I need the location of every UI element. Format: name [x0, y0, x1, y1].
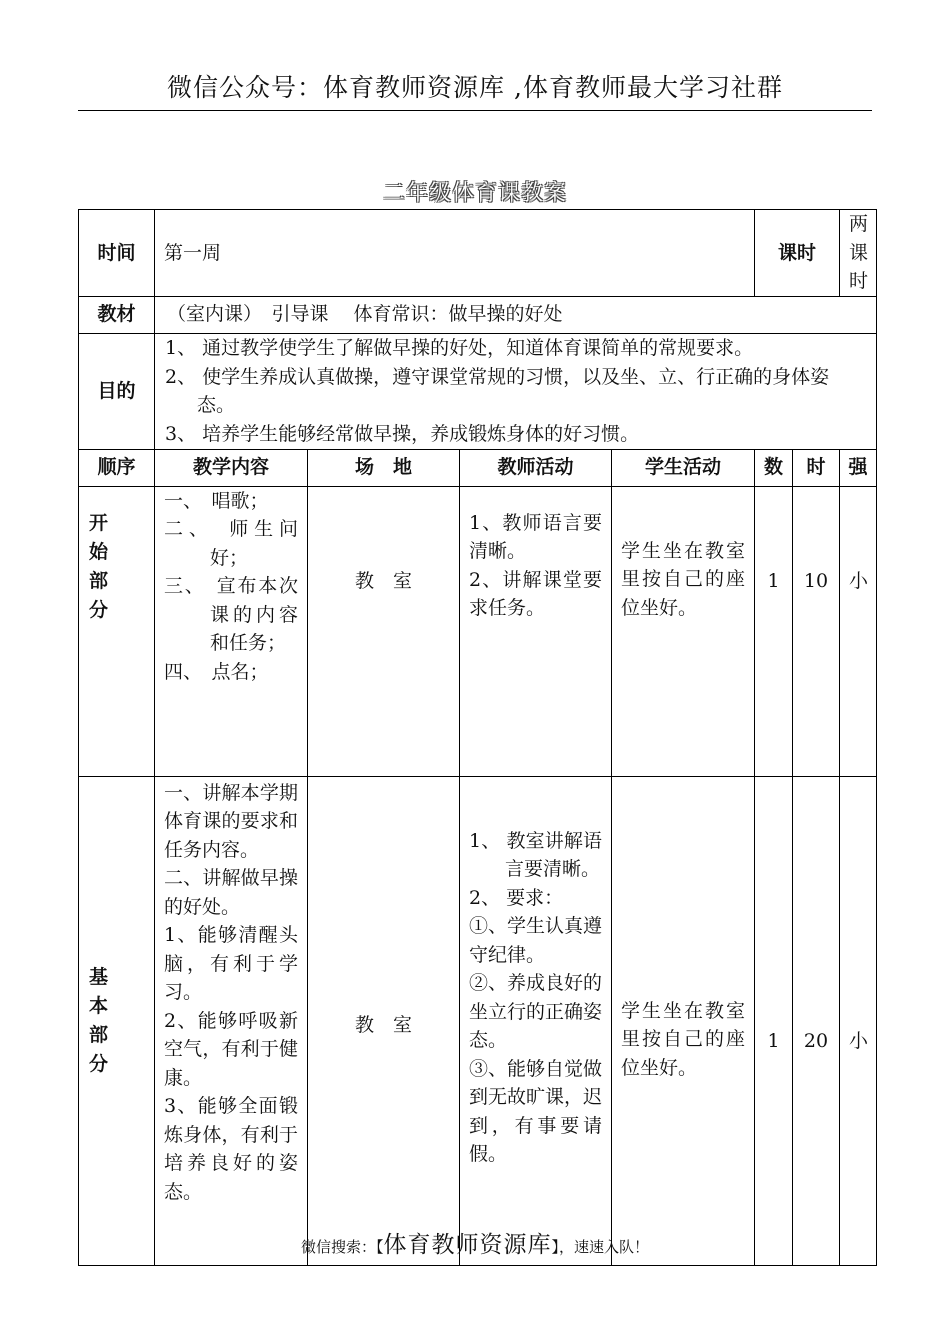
section-start-venue: 教 室 — [308, 486, 460, 776]
content-line: 二、 师生问好； — [164, 518, 298, 569]
section-basic-venue: 教 室 — [308, 776, 460, 1265]
teacher-line: 2、 要求： — [469, 886, 564, 909]
teacher-line: 2、讲解课堂要求任务。 — [469, 568, 602, 619]
row-section-start — [79, 486, 877, 776]
col-header-venue: 场 地 — [308, 449, 460, 486]
goal-label: 目的 — [79, 333, 155, 449]
class-hours-value: 两课时 — [840, 210, 877, 297]
row-column-headers — [79, 449, 877, 486]
footer-brand: 体育教师资源库 — [383, 1232, 552, 1258]
col-header-intensity: 强 — [840, 449, 877, 486]
footer-prefix: 微信搜索：【 — [300, 1238, 384, 1256]
row-goal — [79, 333, 877, 449]
teacher-line: ②、养成良好的坐立行的正确姿态。 — [469, 972, 603, 1051]
section-basic-time: 20 — [793, 776, 840, 1265]
document-title: 二年级体育课教案 — [382, 181, 567, 206]
content-line: 三、 宣布本次课的内容和任务； — [164, 575, 298, 654]
content-line: 2、能够呼吸新空气，有利于健康。 — [164, 1009, 298, 1089]
section-start-count: 1 — [755, 486, 793, 776]
goal-item-1: 1、 通过教学使学生了解做早操的好处，知道体育课简单的常规要求。 — [165, 337, 754, 359]
section-basic-content — [155, 776, 308, 1265]
teacher-line: ③、能够自觉做到无故旷课，迟到，有事要请假。 — [469, 1057, 603, 1165]
section-basic-teacher — [460, 776, 612, 1265]
col-header-count: 数 — [755, 449, 793, 486]
page-header: 微信公众号：体育教师资源库 ,体育教师最大学习社群 — [78, 70, 872, 111]
col-header-student: 学生活动 — [612, 449, 755, 486]
section-basic-label: 基 本 部 分 — [79, 776, 155, 1265]
section-start-student: 学生坐在教室里按自己的座位坐好。 — [612, 486, 755, 776]
class-hours-label: 课时 — [755, 210, 840, 297]
time-value: 第一周 — [155, 210, 755, 297]
col-header-teacher: 教师活动 — [460, 449, 612, 486]
content-line: 二、讲解做早操的好处。 — [164, 867, 298, 918]
content-line: 一、 唱歌； — [164, 489, 269, 512]
content-line: 1、能够清醒头脑，有利于学习。 — [164, 924, 298, 1003]
goal-item-2: 2、 使学生养成认真做操，遵守课堂常规的习惯，以及坐、立、行正确的身体姿态。 — [165, 365, 830, 416]
footer-suffix: 】，速速入队！ — [551, 1238, 650, 1256]
time-label: 时间 — [79, 210, 155, 297]
lesson-plan-table — [78, 209, 877, 1266]
goal-content — [155, 333, 877, 449]
content-line: 四、 点名； — [164, 660, 269, 683]
col-header-time: 时 — [793, 449, 840, 486]
row-time — [79, 210, 877, 297]
col-header-content: 教学内容 — [155, 449, 308, 486]
section-start-label: 开 始 部 分 — [79, 486, 155, 776]
section-start-content — [155, 486, 308, 776]
goal-item-3: 3、 培养学生能够经常做早操，养成锻炼身体的好习惯。 — [165, 422, 640, 445]
teacher-line: ①、学生认真遵守纪律。 — [469, 915, 603, 966]
teacher-line: 1、 教室讲解语言要清晰。 — [469, 829, 602, 880]
material-label: 教材 — [79, 296, 155, 333]
row-material — [79, 296, 877, 333]
col-header-order: 顺序 — [79, 449, 155, 486]
section-basic-intensity: 小 — [840, 776, 877, 1265]
section-start-teacher — [460, 486, 612, 776]
section-basic-student: 学生坐在教室里按自己的座位坐好。 — [612, 776, 755, 1265]
teacher-line: 1、教师语言要清晰。 — [469, 511, 602, 562]
row-section-basic — [79, 776, 877, 1265]
content-line: 3、能够全面锻炼身体，有利于培养良好的姿态。 — [164, 1095, 298, 1203]
section-basic-count: 1 — [755, 776, 793, 1265]
section-start-intensity: 小 — [840, 486, 877, 776]
page-footer — [0, 1226, 950, 1259]
content-line: 一、讲解本学期体育课的要求和任务内容。 — [164, 781, 298, 861]
section-start-time: 10 — [793, 486, 840, 776]
material-value: （室内课） 引导课 体育常识：做早操的好处 — [155, 296, 877, 333]
